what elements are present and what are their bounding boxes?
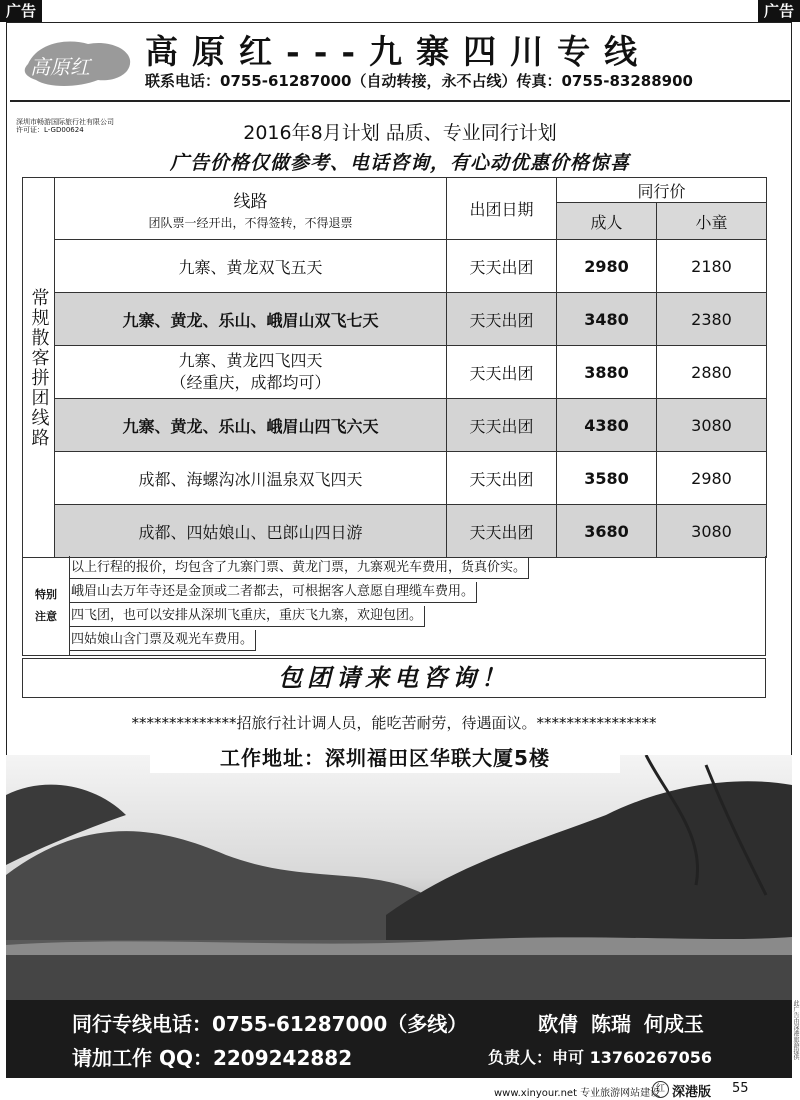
work-address: 工作地址：深圳福田区华联大厦5楼 xyxy=(150,743,620,773)
note-item: 峨眉山去万年寺还是金顶或二者都去，可根据客人意愿自理缆车费用。 xyxy=(69,582,477,603)
adult-price: 4380 xyxy=(557,399,657,452)
route-name: 九寨、黄龙双飞五天 xyxy=(55,240,447,293)
header-adult: 成人 xyxy=(557,203,657,240)
route-name: 九寨、黄龙、乐山、峨眉山双飞七天 xyxy=(55,293,447,346)
child-price: 2380 xyxy=(657,293,767,346)
brand-title: 高原红---九寨四川专线 xyxy=(145,32,652,71)
adult-price: 2980 xyxy=(557,240,657,293)
recruitment-notice: **************招旅行社计调人员，能吃苦耐劳，待遇面议。**************** xyxy=(131,714,657,732)
route-name: 九寨、黄龙、乐山、峨眉山四飞六天 xyxy=(55,399,447,452)
departure-date: 天天出团 xyxy=(447,399,557,452)
brand-circle-icon: 红 xyxy=(652,1081,669,1098)
child-price: 3080 xyxy=(657,399,767,452)
notes-label-line1: 特别 xyxy=(35,588,57,601)
table-row xyxy=(23,293,767,346)
route-name: 成都、四姑娘山、巴郎山四日游 xyxy=(55,505,447,558)
edition-label: 深港版 xyxy=(672,1085,712,1100)
departure-date: 天天出团 xyxy=(447,293,557,346)
hotline: 同行专线电话：0755-61287000（多线） xyxy=(72,1012,468,1036)
child-price: 2180 xyxy=(657,240,767,293)
route-name: 成都、海螺沟冰川温泉双飞四天 xyxy=(55,452,447,505)
adult-price: 3880 xyxy=(557,346,657,399)
child-price: 3080 xyxy=(657,505,767,558)
footer-contact xyxy=(6,1000,792,1078)
table-row xyxy=(23,505,767,558)
note-item: 四飞团，也可以安排从深圳飞重庆，重庆飞九寨，欢迎包团。 xyxy=(69,606,425,627)
adult-price: 3480 xyxy=(557,293,657,346)
special-notes xyxy=(22,556,766,656)
side-label: 常规散客拼团线路 xyxy=(23,178,55,558)
qq-contact: 请加工作 QQ：2209242882 xyxy=(72,1046,353,1070)
route-name-line2: （经重庆，成都均可） xyxy=(170,373,331,392)
header-date: 出团日期 xyxy=(447,178,557,240)
route-name xyxy=(55,346,447,399)
logo-text: 高原红 xyxy=(30,55,90,79)
brand-logo xyxy=(18,34,136,92)
child-price: 2980 xyxy=(657,452,767,505)
header-route-label: 线路 xyxy=(233,191,268,212)
notes-label xyxy=(23,556,70,656)
header-route xyxy=(55,178,447,240)
side-vertical-note: 此广告由深港旅游提供 xyxy=(792,1000,799,1060)
departure-date: 天天出团 xyxy=(447,452,557,505)
header-price: 同行价 xyxy=(557,178,767,203)
header-child: 小童 xyxy=(657,203,767,240)
manager-contact: 负责人：申可 13760267056 xyxy=(488,1048,713,1067)
table-row xyxy=(23,346,767,399)
plan-title: 2016年8月计划 品质、专业同行计划 xyxy=(243,122,557,144)
table-row xyxy=(23,240,767,293)
group-tour-banner: 包团请来电咨询！ xyxy=(22,658,766,698)
departure-date: 天天出团 xyxy=(447,346,557,399)
contact-line: 联系电话：0755-61287000（自动转接，永不占线）传真：0755-83288900 xyxy=(145,72,693,90)
departure-date: 天天出团 xyxy=(447,505,557,558)
departure-date: 天天出团 xyxy=(447,240,557,293)
page-number: 55 xyxy=(732,1081,749,1096)
promo-text: 广告价格仅做参考、电话咨询，有心动优惠价格惊喜 xyxy=(169,152,630,174)
note-item: 四姑娘山含门票及观光车费用。 xyxy=(69,630,256,651)
table-header-row xyxy=(23,178,767,203)
landscape-photo xyxy=(6,755,792,1000)
route-name-line1: 九寨、黄龙四飞四天 xyxy=(178,351,323,370)
header xyxy=(10,24,790,102)
adult-price: 3580 xyxy=(557,452,657,505)
header-route-note: 团队票一经开出，不得签转，不得退票 xyxy=(148,215,353,230)
table-row xyxy=(23,452,767,505)
child-price: 2880 xyxy=(657,346,767,399)
routes-table xyxy=(22,177,767,558)
website-link[interactable]: www.xinyour.net 专业旅游网站建设 xyxy=(494,1088,661,1099)
staff-names: 欧倩 陈瑞 何成玉 xyxy=(538,1012,704,1036)
company-name: 深圳市畅游国际旅行社有限公司 xyxy=(16,118,114,126)
ad-tag-right: 广告 xyxy=(758,0,800,22)
ad-tag-left: 广告 xyxy=(0,0,42,22)
adult-price: 3680 xyxy=(557,505,657,558)
license-number: 许可证：L-GD00624 xyxy=(16,126,84,134)
table-row xyxy=(23,399,767,452)
note-item: 以上行程的报价，均包含了九寨门票、黄龙门票，九寨观光车费用，货真价实。 xyxy=(69,558,529,579)
notes-label-line2: 注意 xyxy=(35,610,57,623)
